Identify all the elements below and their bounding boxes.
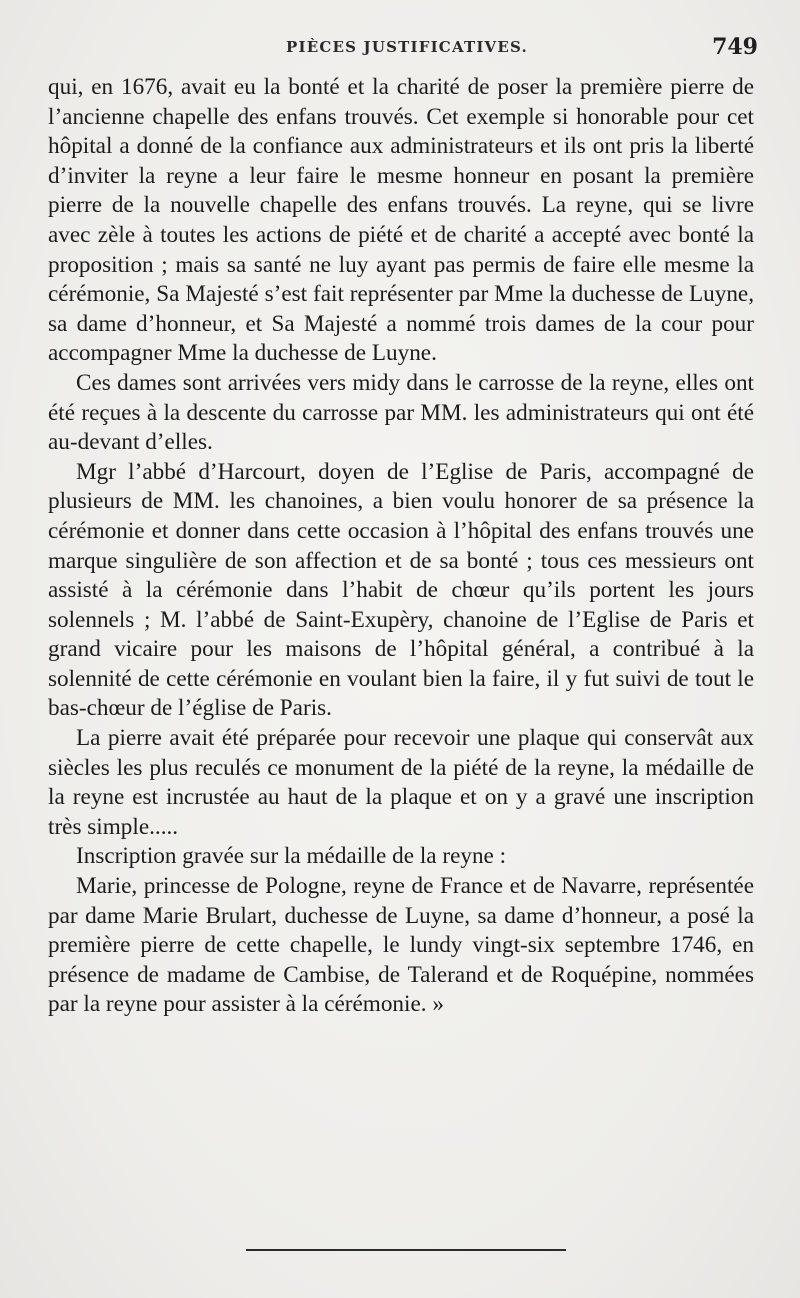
paragraph-inscription-text: Marie, princesse de Pologne, reyne de France et de Navarre, représentée par dame Marie Brulart, duchesse de Luyne, sa dame d’honneur, a posé la première pierre de cette chapelle, le lundy vingt-six septembre 1746, en présence de madame de Cambise, de Talerand et de Roquépine, nommées par la reyne pour assister à la cérémonie. » [48, 873, 754, 1018]
paragraph-continuation: qui, en 1676, avait eu la bonté et la charité de poser la première pierre de l’ancienne chapelle des enfans trouvés. Cet exemple si honorable pour cet hôpital a donné de la confiance aux administrateurs et ils ont pris la liberté d’inviter la reyne a leur faire le mesme honneur en posant la première pierre de la nouvelle chapelle des enfans trouvés. La reyne, qui se livre avec zèle à toutes les actions de piété et de charité a accepté avec bonté la proposition ; mais sa santé ne luy ayant pas permis de faire elle mesme la cérémonie, Sa Majesté s’est fait représenter par Mme la duchesse de Luyne, sa dame d’honneur, et Sa Majesté a nommé trois dames de la cour pour accompagner Mme la duchesse de Luyne. [48, 74, 754, 367]
running-head: PIÈCES JUSTIFICATIVES. [286, 38, 528, 56]
paragraph-harcourt: Mgr l’abbé d’Harcourt, doyen de l’Eglise de Paris, accompagné de plusieurs de MM. les chanoines, a bien voulu honorer de sa présence la cérémonie et donner dans cette occasion à l’hôpital des enfans trouvés une marque singulière de son affection et de sa bonté ; tous ces messieurs ont assisté à la cérémonie dans l’habit de chœur qu’ils portent les jours solennels ; M. l’abbé de Saint-Exupèry, chanoine de l’Eglise de Paris et grand vicaire pour les maisons de l’hôpital général, a contribué à la solennité de cette cérémonie en voulant bien la faire, il y fut suivi de tout le bas-chœur de l’église de Paris. [48, 458, 754, 722]
body-text [48, 73, 754, 1020]
page-number: 749 [712, 34, 758, 60]
page-header [48, 34, 758, 70]
paragraph-inscription-heading: Inscription gravée sur la médaille de la reyne : [76, 843, 507, 870]
paragraph-plaque: La pierre avait été préparée pour recevoir une plaque qui conservât aux siècles les plus reculés ce monument de la piété de la reyne, la médaille de la reyne est incrustée au haut de la plaque et on y a gravé une inscription très simple..... [48, 725, 754, 840]
paragraph-arrival: Ces dames sont arrivées vers midy dans le carrosse de la reyne, elles ont été reçues à la descente du carrosse par MM. les administrateurs qui ont été au-devant d’elles. [48, 369, 754, 456]
footer-rule [246, 1249, 566, 1251]
